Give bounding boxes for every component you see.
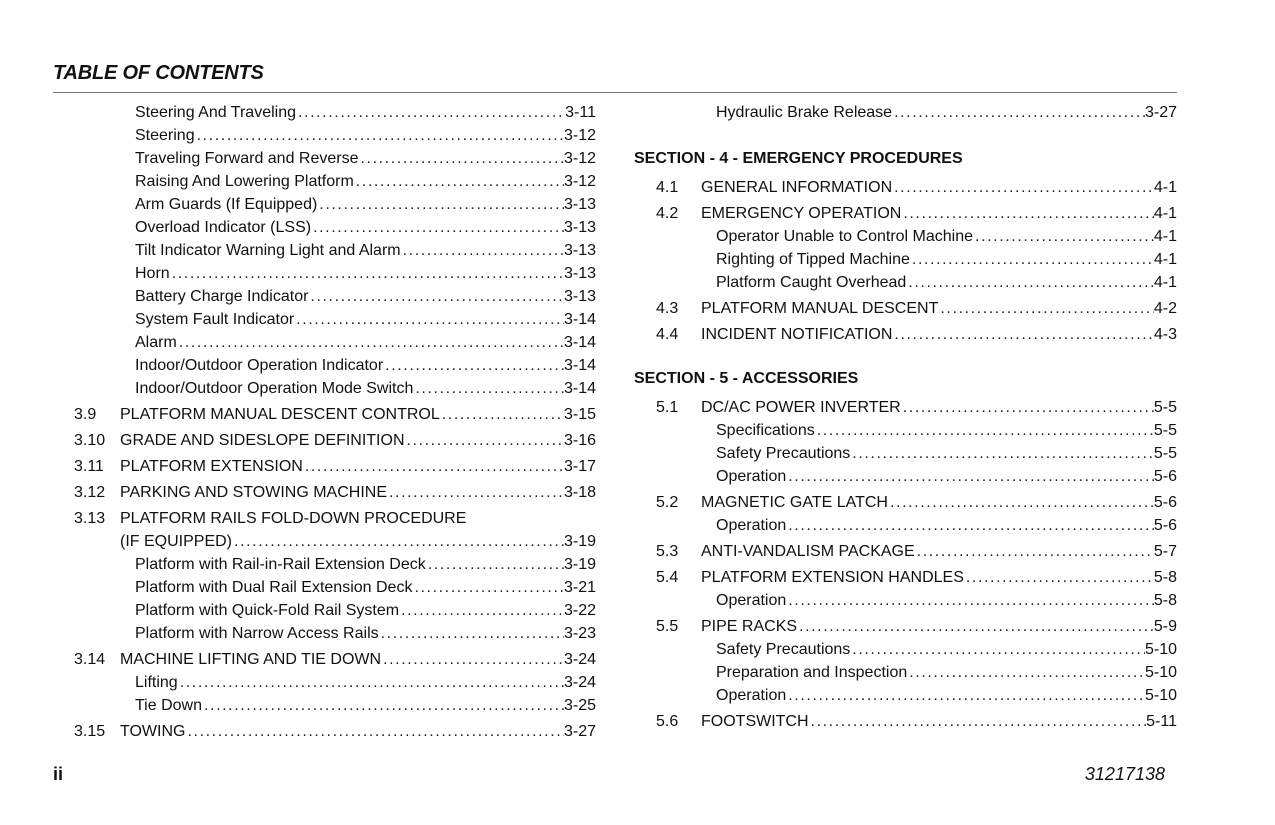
toc-entry-page: 3-12 (563, 150, 596, 167)
toc-entry-page: 3-27 (1144, 104, 1177, 121)
toc-entry-label: MAGNETIC GATE LATCH (701, 494, 888, 511)
toc-entry-label: PARKING AND STOWING MACHINE (120, 484, 387, 501)
toc-entry-page: 5-5 (1153, 422, 1177, 439)
toc-dot-leader (892, 323, 1153, 346)
toc-entry-number: 3.10 (74, 432, 106, 449)
toc-dot-leader (888, 491, 1154, 514)
toc-entry-page: 5-6 (1153, 468, 1177, 485)
toc-entry[interactable] (74, 262, 596, 285)
toc-entry-page: 3-13 (563, 196, 596, 213)
toc-entry-label: Operation (716, 517, 787, 534)
toc-dot-leader (907, 661, 1145, 684)
toc-entry-page: 3-15 (563, 406, 596, 423)
toc-entry-label: Platform with Narrow Access Rails (135, 625, 379, 642)
toc-entry-number: 3.13 (74, 510, 106, 527)
toc-right-column (634, 101, 1177, 733)
toc-entry[interactable] (634, 396, 1177, 419)
toc-dot-leader (177, 331, 564, 354)
section-heading: SECTION - 5 - ACCESSORIES (634, 370, 859, 387)
toc-entry[interactable] (634, 540, 1177, 563)
toc-entry[interactable] (634, 710, 1177, 733)
toc-entry[interactable] (74, 576, 596, 599)
toc-entry[interactable] (634, 491, 1177, 514)
toc-entry-page: 3-14 (563, 311, 596, 328)
footer-page-number: ii (53, 764, 64, 784)
toc-dot-leader (195, 124, 564, 147)
toc-entry-label: Platform with Quick-Fold Rail System (135, 602, 400, 619)
toc-dot-leader (786, 684, 1145, 707)
toc-entry[interactable] (74, 455, 596, 478)
toc-entry-page: 3-22 (563, 602, 596, 619)
toc-entry-label: PLATFORM EXTENSION (120, 458, 303, 475)
toc-entry-label: FOOTSWITCH (701, 713, 809, 730)
toc-entry[interactable] (634, 202, 1177, 225)
toc-entry-label: Operator Unable to Control Machine (716, 228, 974, 245)
toc-entry-page: 3-16 (563, 432, 596, 449)
toc-entry-label: Horn (135, 265, 170, 282)
toc-entry-label: ANTI-VANDALISM PACKAGE (701, 543, 915, 560)
toc-dot-leader (185, 720, 563, 743)
toc-left-column (74, 101, 596, 743)
toc-dot-leader (308, 285, 564, 308)
toc-entry-label: Platform Caught Overhead (716, 274, 907, 291)
toc-entry-number: 3.11 (74, 458, 104, 475)
toc-entry-page: 3-25 (563, 697, 596, 714)
toc-dot-leader (892, 176, 1154, 199)
toc-entry-page: 5-5 (1153, 399, 1177, 416)
toc-dot-leader (202, 694, 564, 717)
toc-entry[interactable] (634, 271, 1177, 294)
toc-entry-page: 4-1 (1153, 205, 1177, 222)
toc-entry[interactable] (634, 442, 1177, 465)
toc-entry[interactable] (74, 599, 596, 622)
toc-entry-page: 3-17 (563, 458, 596, 475)
toc-dot-leader (850, 442, 1154, 465)
toc-entry-label: Preparation and Inspection (716, 664, 908, 681)
toc-entry-label: System Fault Indicator (135, 311, 295, 328)
toc-dot-leader (440, 403, 564, 426)
toc-entry-label: INCIDENT NOTIFICATION (701, 326, 893, 343)
toc-entry-label: Arm Guards (If Equipped) (135, 196, 318, 213)
toc-dot-leader (405, 429, 564, 452)
toc-dot-leader (170, 262, 564, 285)
toc-entry[interactable] (74, 507, 596, 530)
toc-entry[interactable] (634, 297, 1177, 320)
toc-entry-number: 3.15 (74, 723, 106, 740)
toc-dot-leader (906, 271, 1154, 294)
toc-entry-label: (IF EQUIPPED) (120, 533, 233, 550)
toc-entry-page: 4-1 (1153, 228, 1177, 245)
toc-entry[interactable] (634, 419, 1177, 442)
toc-entry-number: 5.2 (656, 494, 679, 511)
toc-entry-number: 4.1 (656, 179, 679, 196)
toc-entry[interactable] (74, 170, 596, 193)
toc-entry-page: 3-12 (563, 173, 596, 190)
toc-entry-label: Tilt Indicator Warning Light and Alarm (135, 242, 401, 259)
toc-entry[interactable] (74, 308, 596, 331)
toc-entry-number: 4.4 (656, 326, 679, 343)
toc-entry-number: 5.5 (656, 618, 679, 635)
toc-dot-leader (786, 589, 1154, 612)
toc-entry[interactable] (74, 285, 596, 308)
toc-entry-number: 3.9 (74, 406, 97, 423)
toc-entry[interactable] (634, 566, 1177, 589)
toc-dot-leader (311, 216, 564, 239)
toc-dot-leader (294, 308, 564, 331)
toc-entry[interactable] (74, 239, 596, 262)
toc-entry-number: 3.14 (74, 651, 106, 668)
toc-entry-page: 3-19 (563, 556, 596, 573)
toc-entry-page: 3-14 (563, 357, 596, 374)
toc-entry-page: 3-13 (563, 288, 596, 305)
toc-dot-leader (973, 225, 1154, 248)
toc-dot-leader (815, 419, 1154, 442)
toc-entry-page: 3-13 (563, 265, 596, 282)
header-rule (53, 92, 1177, 93)
toc-dot-leader (178, 671, 564, 694)
toc-entry[interactable] (634, 514, 1177, 537)
toc-entry[interactable] (634, 323, 1177, 346)
toc-entry-label: Raising And Lowering Platform (135, 173, 354, 190)
toc-entry[interactable] (634, 225, 1177, 248)
toc-entry-label: Indoor/Outdoor Operation Indicator (135, 357, 384, 374)
toc-entry-page: 3-24 (563, 651, 596, 668)
toc-dot-leader (938, 297, 1154, 320)
toc-dot-leader (412, 576, 564, 599)
toc-entry-page: 3-14 (563, 380, 596, 397)
toc-dot-leader (786, 514, 1154, 537)
toc-entry-label: Operation (716, 592, 787, 609)
toc-entry[interactable] (74, 193, 596, 216)
toc-entry[interactable] (634, 101, 1177, 124)
toc-entry[interactable] (634, 176, 1177, 199)
toc-entry-number: 5.1 (656, 399, 679, 416)
toc-entry-page: 3-13 (563, 219, 596, 236)
toc-entry[interactable] (634, 638, 1177, 661)
toc-entry[interactable] (74, 147, 596, 170)
toc-entry-page: 5-10 (1144, 664, 1177, 681)
toc-entry-label: Hydraulic Brake Release (716, 104, 893, 121)
page-title: TABLE OF CONTENTS (53, 62, 264, 84)
toc-entry-number: 3.12 (74, 484, 106, 501)
toc-entry[interactable] (74, 101, 596, 124)
toc-dot-leader (303, 455, 564, 478)
toc-entry-page: 5-9 (1153, 618, 1177, 635)
toc-dot-leader (964, 566, 1154, 589)
toc-entry-label: GENERAL INFORMATION (701, 179, 893, 196)
toc-entry-label: Platform with Rail-in-Rail Extension Deck (135, 556, 426, 573)
toc-dot-leader (786, 465, 1154, 488)
toc-entry-label: Platform with Dual Rail Extension Deck (135, 579, 413, 596)
toc-entry[interactable] (74, 671, 596, 694)
toc-entry-page: 5-8 (1153, 569, 1177, 586)
toc-entry-label: PIPE RACKS (701, 618, 798, 635)
toc-entry-label: Lifting (135, 674, 178, 691)
toc-entry[interactable] (74, 377, 596, 400)
toc-entry-page: 3-21 (563, 579, 596, 596)
toc-entry-number: 4.2 (656, 205, 679, 222)
toc-entry-number: 5.4 (656, 569, 679, 586)
toc-entry-label: GRADE AND SIDESLOPE DEFINITION (120, 432, 405, 449)
toc-dot-leader (387, 481, 564, 504)
toc-entry[interactable] (634, 661, 1177, 684)
toc-entry-number: 4.3 (656, 300, 679, 317)
toc-entry[interactable] (634, 615, 1177, 638)
toc-dot-leader (381, 648, 564, 671)
toc-dot-leader (901, 396, 1154, 419)
toc-dot-leader (910, 248, 1154, 271)
toc-entry-label: PLATFORM MANUAL DESCENT (701, 300, 939, 317)
toc-dot-leader (401, 239, 564, 262)
toc-entry-label: Overload Indicator (LSS) (135, 219, 312, 236)
toc-entry[interactable] (74, 622, 596, 645)
toc-entry-label: Safety Precautions (716, 445, 851, 462)
toc-entry-page: 3-14 (563, 334, 596, 351)
section-heading: SECTION - 4 - EMERGENCY PROCEDURES (634, 150, 963, 167)
toc-entry-label: Battery Charge Indicator (135, 288, 309, 305)
toc-entry-label: Steering And Traveling (135, 104, 296, 121)
toc-dot-leader (317, 193, 564, 216)
toc-entry[interactable] (74, 648, 596, 671)
toc-entry-page: 3-27 (563, 723, 596, 740)
toc-entry-page: 5-5 (1153, 445, 1177, 462)
toc-entry-label: Traveling Forward and Reverse (135, 150, 359, 167)
toc-entry-page: 5-11 (1146, 713, 1177, 730)
toc-entry[interactable] (634, 684, 1177, 707)
toc-entry[interactable] (74, 694, 596, 717)
toc-entry-label: PLATFORM EXTENSION HANDLES (701, 569, 964, 586)
toc-entry[interactable] (74, 429, 596, 452)
toc-dot-leader (797, 615, 1154, 638)
toc-entry[interactable] (634, 465, 1177, 488)
toc-entry-page: 3-18 (563, 484, 596, 501)
toc-dot-leader (359, 147, 564, 170)
toc-dot-leader (850, 638, 1145, 661)
toc-entry-page: 4-1 (1153, 179, 1177, 196)
toc-entry-page: 4-1 (1153, 274, 1177, 291)
toc-entry[interactable] (74, 553, 596, 576)
toc-entry-page: 5-8 (1153, 592, 1177, 609)
toc-entry-label: Operation (716, 687, 787, 704)
toc-entry-page: 3-23 (563, 625, 596, 642)
toc-dot-leader (296, 101, 565, 124)
toc-entry-label: Indoor/Outdoor Operation Mode Switch (135, 380, 414, 397)
toc-entry-label: PLATFORM MANUAL DESCENT CONTROL (120, 406, 440, 423)
toc-entry-label: PLATFORM RAILS FOLD-DOWN PROCEDURE (120, 510, 467, 527)
toc-dot-leader (399, 599, 564, 622)
toc-entry-label: Safety Precautions (716, 641, 851, 658)
toc-entry[interactable] (634, 248, 1177, 271)
toc-entry-page: 3-13 (563, 242, 596, 259)
toc-dot-leader (413, 377, 564, 400)
toc-entry-page: 3-12 (563, 127, 596, 144)
toc-entry[interactable] (74, 403, 596, 426)
toc-entry[interactable] (634, 589, 1177, 612)
toc-entry-label: Operation (716, 468, 787, 485)
toc-entry[interactable] (74, 331, 596, 354)
toc-entry-page: 5-7 (1153, 543, 1177, 560)
toc-dot-leader (892, 101, 1145, 124)
toc-dot-leader (379, 622, 564, 645)
toc-entry-page: 5-10 (1144, 687, 1177, 704)
toc-dot-leader (901, 202, 1154, 225)
toc-entry[interactable] (74, 481, 596, 504)
toc-entry[interactable] (74, 124, 596, 147)
toc-entry-label: Steering (135, 127, 195, 144)
toc-dot-leader (383, 354, 564, 377)
toc-entry[interactable] (74, 354, 596, 377)
toc-entry-label: TOWING (120, 723, 186, 740)
toc-dot-leader (354, 170, 564, 193)
toc-entry-page: 5-10 (1144, 641, 1177, 658)
toc-entry-page: 3-19 (563, 533, 596, 550)
toc-entry-label: EMERGENCY OPERATION (701, 205, 902, 222)
toc-entry-page: 3-24 (563, 674, 596, 691)
toc-entry[interactable] (74, 216, 596, 239)
toc-entry-page: 5-6 (1153, 494, 1177, 511)
toc-entry-page: 4-3 (1153, 326, 1177, 343)
toc-entry-label: Righting of Tipped Machine (716, 251, 910, 268)
toc-dot-leader (232, 530, 564, 553)
toc-entry-label: MACHINE LIFTING AND TIE DOWN (120, 651, 382, 668)
toc-entry[interactable] (74, 530, 596, 553)
toc-entry-page: 4-1 (1153, 251, 1177, 268)
toc-entry-label: Alarm (135, 334, 177, 351)
toc-entry-page: 4-2 (1153, 300, 1177, 317)
toc-entry-page: 5-6 (1153, 517, 1177, 534)
toc-entry[interactable] (74, 720, 596, 743)
toc-entry-label: DC/AC POWER INVERTER (701, 399, 901, 416)
toc-entry-number: 5.3 (656, 543, 679, 560)
footer-document-number: 31217138 (1084, 764, 1165, 784)
toc-entry-label: Tie Down (135, 697, 202, 714)
toc-dot-leader (809, 710, 1147, 733)
toc-entry-page: 3-11 (565, 104, 596, 121)
toc-entry-number: 5.6 (656, 713, 679, 730)
toc-entry-label: Specifications (716, 422, 815, 439)
toc-dot-leader (915, 540, 1154, 563)
toc-dot-leader (426, 553, 564, 576)
